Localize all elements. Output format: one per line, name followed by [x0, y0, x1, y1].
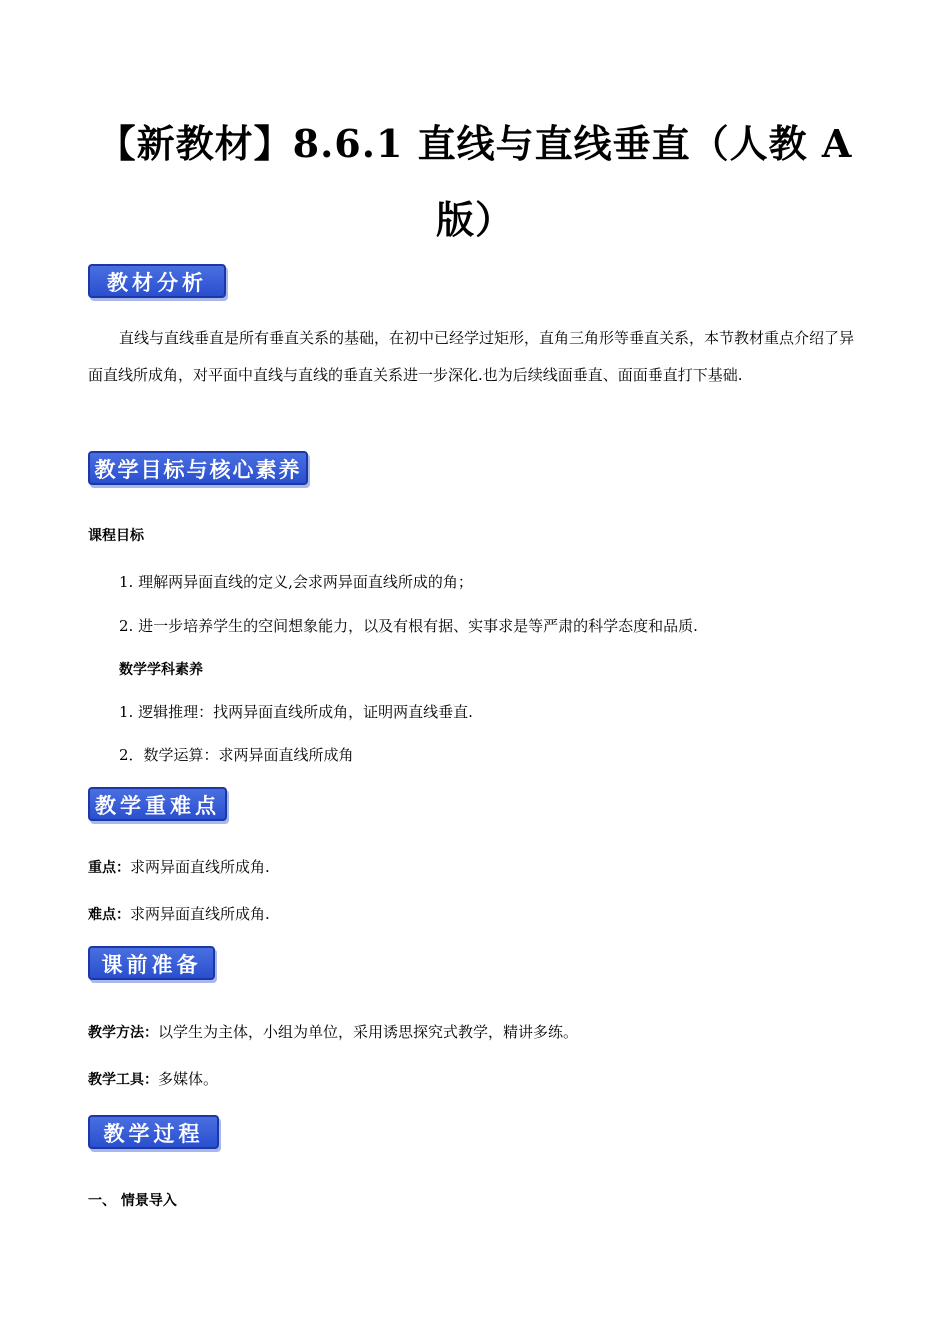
section-banner-process: 教学过程 [88, 1115, 219, 1149]
course-goal-item-1: 1. 理解两异面直线的定义,会求两异面直线所成的角； [119, 573, 473, 591]
document-title-line-1: 【新教材】8.6.1 直线与直线垂直（人教 A [97, 121, 853, 166]
difficulty-line [88, 904, 270, 925]
tools-label: 教学工具： [88, 1072, 158, 1088]
section-banner-preparation: 课前准备 [88, 946, 215, 980]
method-line [88, 1022, 578, 1043]
literacy-heading: 数学学科素养 [119, 662, 203, 678]
process-step-1: 一、 情景导入 [88, 1193, 177, 1209]
section-banner-key-points: 教学重难点 [88, 787, 227, 821]
section-banner-analysis: 教材分析 [88, 264, 226, 298]
difficulty-label: 难点： [88, 907, 130, 923]
focus-line [88, 857, 270, 878]
tools-line [88, 1069, 218, 1090]
course-goals-heading: 课程目标 [88, 528, 144, 544]
literacy-item-2: 2．数学运算：求两异面直线所成角 [119, 746, 354, 764]
document-title-line-2: 版） [435, 197, 514, 242]
focus-text: 求两异面直线所成角. [130, 858, 270, 876]
section-banner-goals: 教学目标与核心素养 [88, 451, 308, 485]
analysis-paragraph: 直线与直线垂直是所有垂直关系的基础，在初中已经学过矩形，直角三角形等垂直关系，本节教材重点介绍了异面直线所成角，对平面中直线与直线的垂直关系进一步深化.也为后续线面垂直、面面垂直打下基础. [88, 329, 855, 384]
method-text: 以学生为主体，小组为单位，采用诱思探究式教学，精讲多练。 [158, 1023, 579, 1041]
course-goal-item-2: 2. 进一步培养学生的空间想象能力，以及有根有据、实事求是等严肃的科学态度和品质. [119, 617, 698, 635]
method-label: 教学方法： [88, 1025, 158, 1041]
tools-text: 多媒体。 [158, 1070, 219, 1088]
difficulty-text: 求两异面直线所成角. [130, 905, 270, 923]
literacy-item-1: 1. 逻辑推理：找两异面直线所成角，证明两直线垂直. [119, 703, 473, 721]
focus-label: 重点： [88, 860, 130, 876]
